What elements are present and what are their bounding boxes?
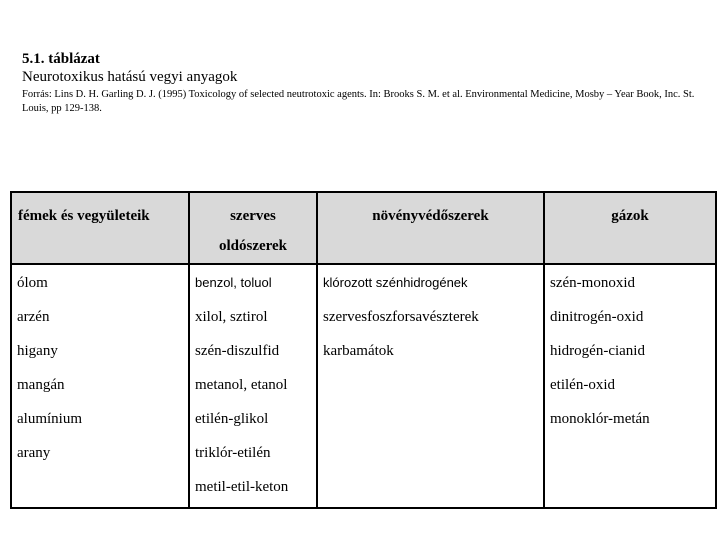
list-item: benzol, toluol xyxy=(195,275,272,290)
list-item: metanol, etanol xyxy=(195,377,288,393)
list-item: monoklór-metán xyxy=(550,411,650,427)
list-item: alumínium xyxy=(17,411,82,427)
list-item: mangán xyxy=(17,377,65,393)
table-row xyxy=(11,264,716,508)
header-metals: fémek és vegyületeik xyxy=(11,192,189,264)
metals-cell xyxy=(11,264,189,508)
list-item: klórozott szénhidrogének xyxy=(323,275,468,290)
caption-title: Neurotoxikus hatású vegyi anyagok xyxy=(22,69,238,85)
table-caption xyxy=(22,50,712,116)
list-item: szervesfoszforsavészterek xyxy=(323,309,479,325)
list-item: dinitrogén-oxid xyxy=(550,309,644,325)
list-item: hidrogén-cianid xyxy=(550,343,645,359)
list-item: metil-etil-keton xyxy=(195,479,289,495)
solvents-cell xyxy=(189,264,317,508)
header-pesticides: növényvédőszerek xyxy=(317,192,544,264)
caption-number: 5.1. táblázat xyxy=(22,51,100,67)
list-item: arzén xyxy=(17,309,50,325)
list-item: szén-diszulfid xyxy=(195,343,280,359)
header-organic-solvents: szerves oldószerek xyxy=(189,192,317,264)
header-gases: gázok xyxy=(544,192,716,264)
list-item: etilén-glikol xyxy=(195,411,269,427)
list-item: higany xyxy=(17,343,58,359)
list-item: arany xyxy=(17,445,51,461)
list-item: szén-monoxid xyxy=(550,275,635,291)
table-header-row xyxy=(11,192,716,264)
list-item: xilol, sztirol xyxy=(195,309,268,325)
list-item: triklór-etilén xyxy=(195,445,271,461)
list-item: etilén-oxid xyxy=(550,377,615,393)
list-item: ólom xyxy=(17,275,48,291)
neurotoxic-substances-table xyxy=(10,191,717,509)
list-item: karbamátok xyxy=(323,343,394,359)
gases-cell xyxy=(544,264,716,508)
source-citation: Forrás: Lins D. H. Garling D. J. (1995) Toxicology of selected neutrotoxic agents. In: Brooks S. M. et al. Environmental Medicine, Mosby – Year Book, Inc. St. Louis, pp 129-138. xyxy=(22,89,695,114)
pesticides-cell xyxy=(317,264,544,508)
